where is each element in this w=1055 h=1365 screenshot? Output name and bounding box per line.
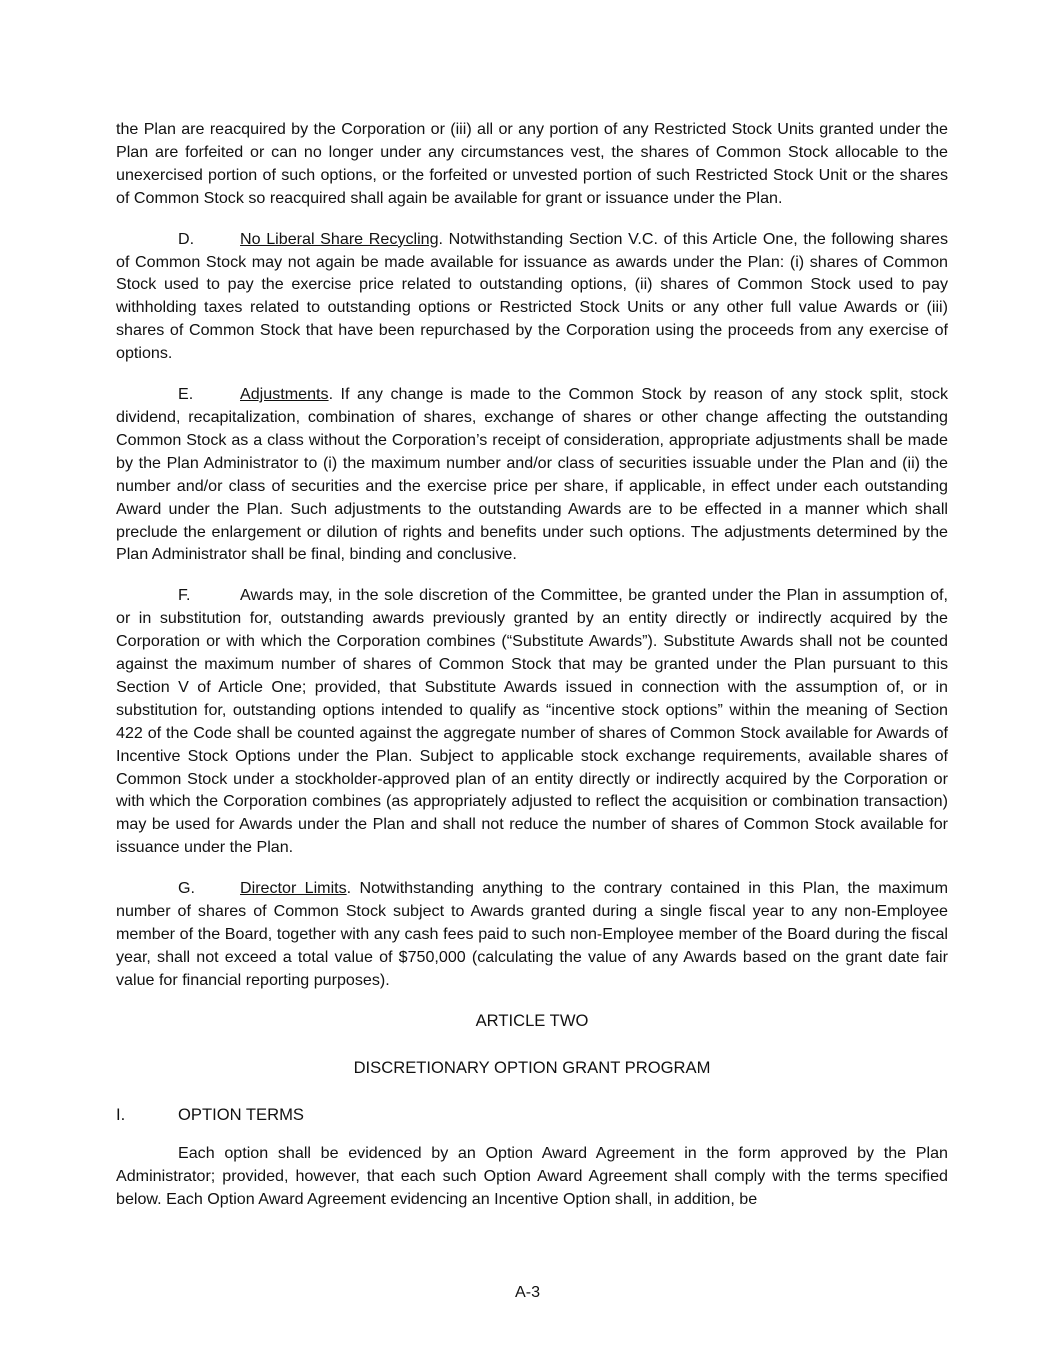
paragraph-f-text: Awards may, in the sole discretion of the Committee, be granted under the Plan in assumption of, or in substitution for, outstanding awards previously granted by an entity directly or indirectly acquired by the Corporation or with which the Corporation combines (“Substitute Awards”). Substitute Awards shall not be counted against the maximum number of shares of Common Stock that may be granted under the Plan pursuant to this Section V of Article One; provided, that Substitute Awards issued in connection with the assumption of, or in substitution for, outstanding options intended to qualify as “incentive stock options” within the meaning of Section 422 of the Code shall be counted against the aggregate number of shares of Common Stock available for Awards of Incentive Stock Options under the Plan. Subject to applicable stock exchange requirements, available shares of Common Stock under a stockholder-approved plan of an entity directly or indirectly acquired by the Corporation or with which the Corporation combines (as appropriately adjusted to reflect the acquisition or combination transaction) may be used for Awards under the Plan and shall not reduce the number of shares of Common Stock available for issuance under the Plan. [116,586,948,857]
paragraph-d [116,228,948,365]
paragraph-d-heading: No Liberal Share Recycling [240,229,439,248]
paragraph-d-letter: D. [178,229,195,248]
article-subtitle: DISCRETIONARY OPTION GRANT PROGRAM [353,1057,711,1077]
paragraph-section-one: Each option shall be evidenced by an Option Award Agreement in the form approved by the Plan Administrator; provided, however, that each such Option Award Agreement shall comply with the terms specified below. Each Option Award Agreement evidencing an Incentive Option shall, in addition, be [116,1144,948,1209]
paragraph-e-letter: E. [178,385,194,404]
paragraph-g-letter: G. [178,879,195,898]
paragraph-f-letter: F. [178,586,191,605]
page-number: A-3 [514,1283,541,1301]
document-body [116,118,948,1229]
paragraph-e-heading: Adjustments [240,385,329,404]
article-title: ARTICLE TWO [475,1010,589,1030]
paragraph-e-text: . If any change is made to the Common Stock by reason of any stock split, stock dividend, recapitalization, combination of shares, exchange of shares or other change affecting the outstanding Common Stock as a class without the Corporation’s receipt of consideration, appropriate adjustments shall be made by the Plan Administrator to (i) the maximum number and/or class of securities issuable under the Plan and (ii) the number and/or class of securities and the exercise price per share, if applicable, in effect under each outstanding Award under the Plan. Such adjustments to the outstanding Awards are to be effected in a manner which shall preclude the enlargement or dilution of rights and benefits under such options. The adjustments determined by the Plan Administrator shall be final, binding and conclusive. [116,385,948,564]
section-title: OPTION TERMS [178,1104,305,1124]
paragraph-d-text: . Notwithstanding Section V.C. of this Article One, the following shares of Common Stock may not again be made available for issuance as awards under the Plan: (i) shares of Common Stock used to pay the exercise price related to outstanding options, (ii) shares of Common Stock used to pay withholding taxes related to outstanding options or Restricted Stock Units or any other full value Awards or (iii) shares of Common Stock that have been repurchased by the Corporation using the proceeds from any exercise of options. [116,229,948,363]
paragraph-g-text: . Notwithstanding anything to the contrary contained in this Plan, the maximum number of shares of Common Stock subject to Awards granted during a single fiscal year to any non-Employee member of the Board, together with any cash fees paid to such non-Employee member of the Board during the fiscal year, shall not exceed a total value of $750,000 (calculating the value of any Awards based on the grant date fair value for financial reporting purposes). [116,879,948,989]
paragraph-g-heading: Director Limits [240,879,347,898]
paragraph-f [116,584,948,859]
paragraph-continuation: the Plan are reacquired by the Corporation or (iii) all or any portion of any Restricted Stock Units granted under the Plan are forfeited or can no longer under any circumstances vest, the shares of Common Stock allocable to the unexercised portion of such options, or the forfeited or unvested portion of such Restricted Stock Unit or the shares of Common Stock so reacquired shall again be available for grant or issuance under the Plan. [116,120,948,207]
paragraph-g [116,877,948,992]
section-number: I. [116,1104,126,1124]
paragraph-e [116,383,948,566]
section-heading [116,1104,948,1127]
